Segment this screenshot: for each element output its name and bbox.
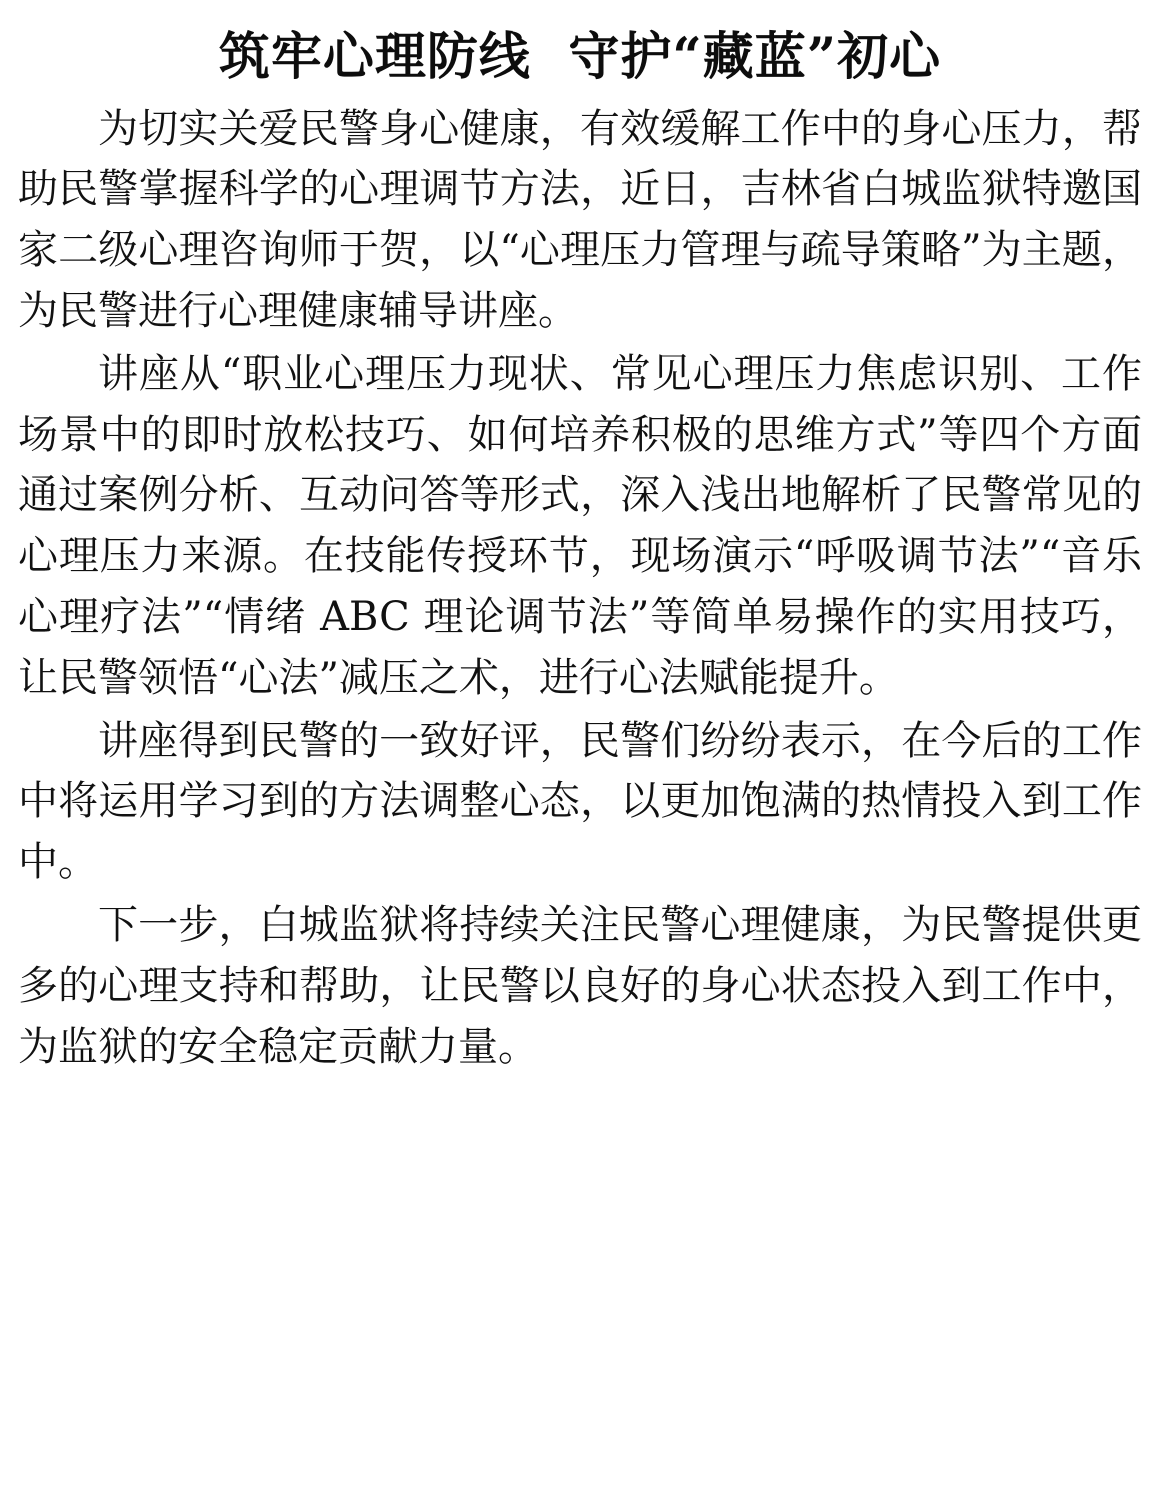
body-paragraph-3: 讲座得到民警的一致好评，民警们纷纷表示，在今后的工作中将运用学习到的方法调整心态，以更加饱满的热情投入到工作中。 (18, 717, 1142, 886)
body-paragraph-4: 下一步，白城监狱将持续关注民警心理健康，为民警提供更多的心理支持和帮助，让民警以良好的身心状态投入到工作中，为监狱的安全稳定贡献力量。 (18, 902, 1142, 1070)
body-paragraph-1: 为切实关爱民警身心健康，有效缓解工作中的身心压力，帮助民警掌握科学的心理调节方法，近日，吉林省白城监狱特邀国家二级心理咨询师于贺，以“心理压力管理与疏导策略”为主题，为民警进行心理健康辅导讲座。 (18, 105, 1142, 335)
document-body (18, 99, 1142, 1078)
body-paragraph-2: 讲座从“职业心理压力现状、常见心理压力焦虑识别、工作场景中的即时放松技巧、如何培养积极的思维方式”等四个方面通过案例分析、互动问答等形式，深入浅出地解析了民警常见的心理压力来源。在技能传授环节，现场演示“呼吸调节法”“音乐心理疗法”“情绪 ABC 理论调节法”等简单易操作的实用技巧，让民警领悟“心法”减压之术，进行心法赋能提升。 (18, 350, 1142, 701)
page-title: 筑牢心理防线 守护“藏蓝”初心 (218, 27, 942, 87)
